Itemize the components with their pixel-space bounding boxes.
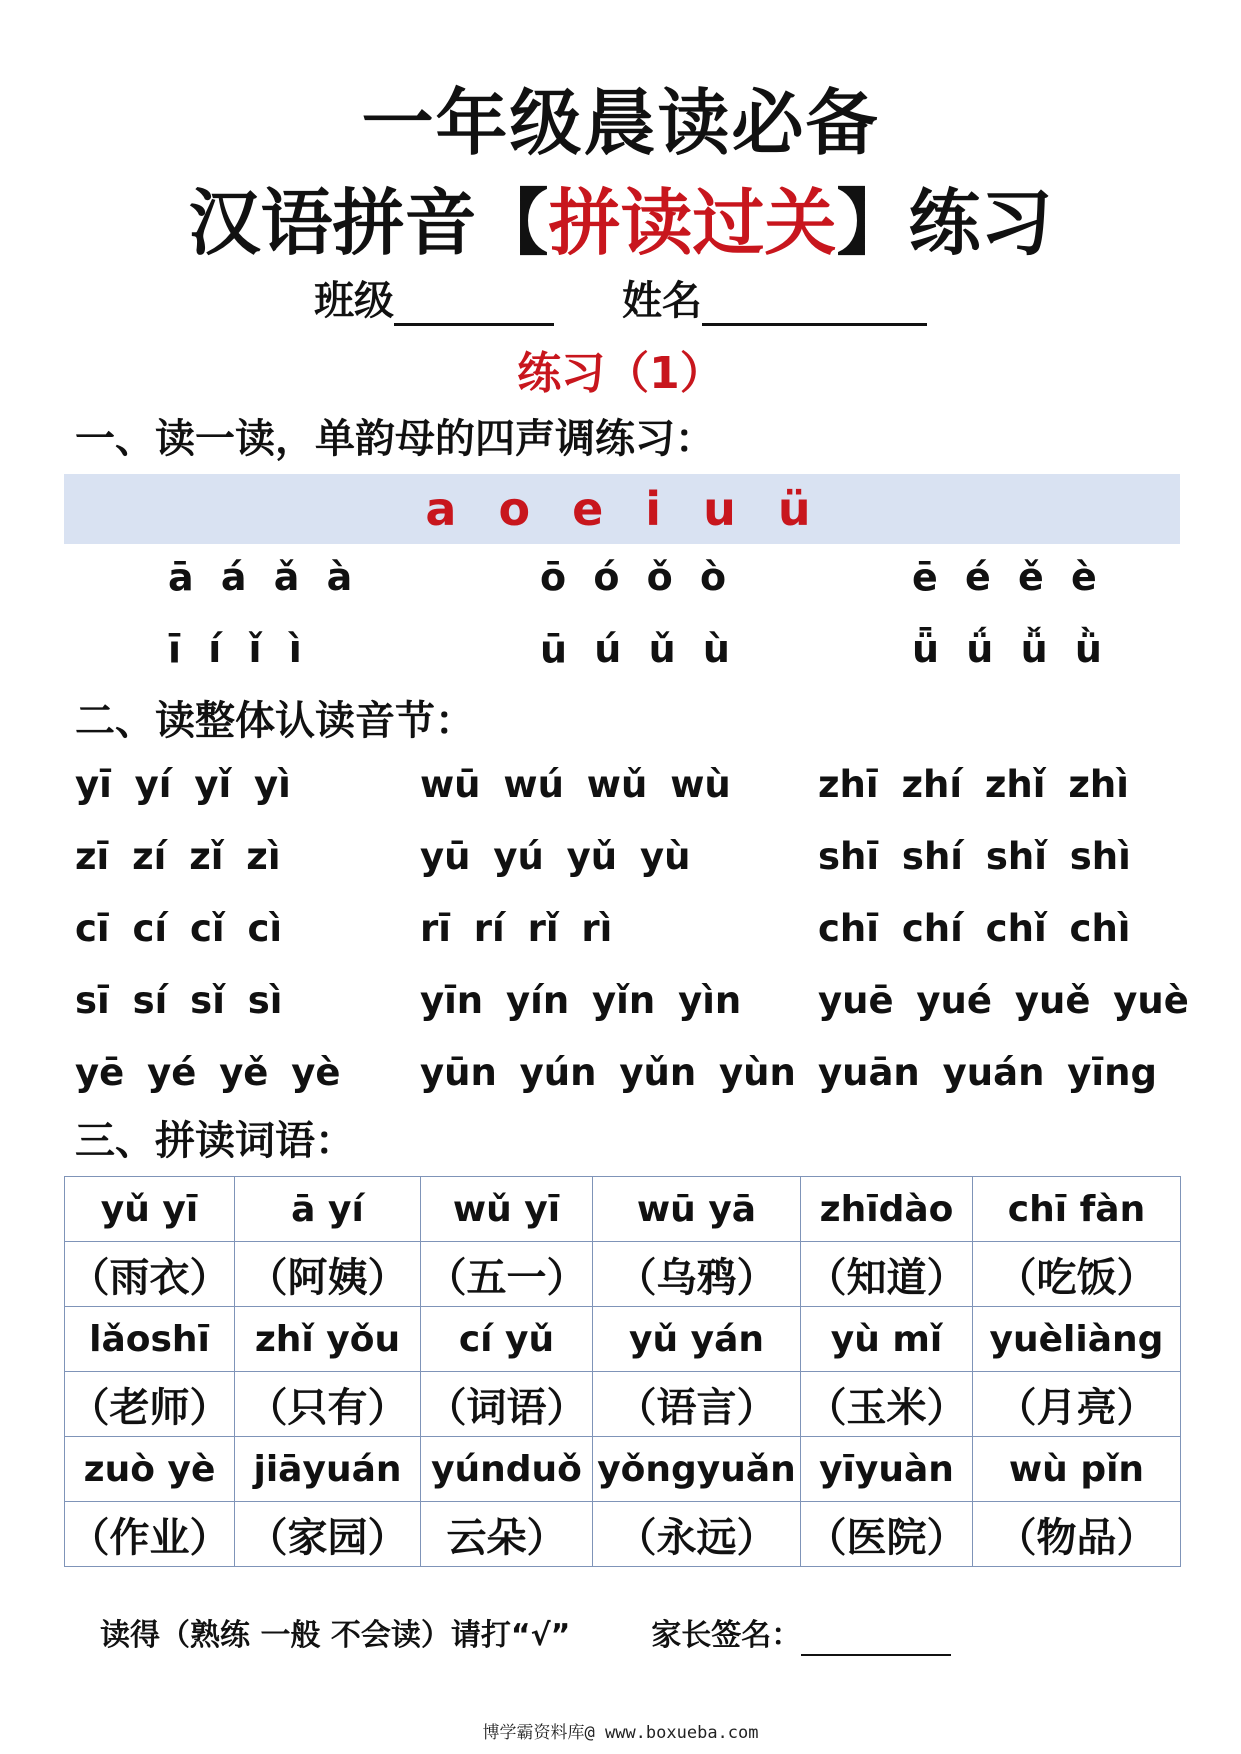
word-hanzi: （乌鸦） <box>593 1242 801 1307</box>
table-row-hanzi <box>65 1242 1181 1307</box>
word-pinyin: zhǐ yǒu <box>235 1307 421 1372</box>
word-pinyin: zhīdào <box>801 1177 973 1242</box>
word-hanzi: （知道） <box>801 1242 973 1307</box>
word-pinyin: jiāyuán <box>235 1437 421 1502</box>
word-pinyin: ā yí <box>235 1177 421 1242</box>
word-hanzi: （吃饭） <box>973 1242 1181 1307</box>
table-row-pinyin <box>65 1177 1181 1242</box>
word-pinyin: cí yǔ <box>421 1307 593 1372</box>
syllable-group: yī yí yǐ yì <box>75 763 291 806</box>
syllable-group: yē yé yě yè <box>75 1051 341 1094</box>
word-hanzi: （家园） <box>235 1502 421 1567</box>
section1-heading: 一、读一读，单韵母的四声调练习： <box>75 416 715 462</box>
syllable-group: cī cí cǐ cì <box>75 907 283 950</box>
name-label: 姓名 <box>621 278 702 324</box>
word-hanzi: （医院） <box>801 1502 973 1567</box>
word-hanzi: （永远） <box>593 1502 801 1567</box>
table-row-hanzi <box>65 1502 1181 1567</box>
table-row-pinyin <box>65 1307 1181 1372</box>
subtitle-suffix: 】练习 <box>836 181 1053 265</box>
tone-e: ē é ě è <box>912 555 1097 599</box>
word-hanzi: （五一） <box>421 1242 593 1307</box>
subtitle-highlight: 拼读过关 <box>548 181 837 265</box>
exercise-label: 练习（1） <box>517 348 724 399</box>
syllable-group: rī rí rǐ rì <box>420 907 613 950</box>
syllable-group: yuān yuán yīng <box>818 1051 1157 1094</box>
word-pinyin: yǔ yán <box>593 1307 801 1372</box>
word-pinyin: yǒngyuǎn <box>593 1437 801 1502</box>
word-hanzi: 云朵） <box>421 1502 593 1567</box>
word-pinyin: yīyuàn <box>801 1437 973 1502</box>
table-row-hanzi <box>65 1372 1181 1437</box>
watermark: 博学霸资料库@ www.boxueba.com <box>482 1723 759 1743</box>
page-title: 一年级晨读必备 <box>361 81 880 165</box>
parent-sign-label: 家长签名： <box>651 1618 802 1653</box>
tone-i: ī í ǐ ì <box>168 627 302 671</box>
parent-sign-blank[interactable] <box>801 1624 951 1656</box>
syllable-group: yūn yún yǔn yùn <box>420 1051 796 1094</box>
syllable-group: zhī zhí zhǐ zhì <box>818 763 1129 806</box>
word-pinyin: chī fàn <box>973 1177 1181 1242</box>
class-label: 班级 <box>314 278 395 324</box>
footer-rating <box>100 1616 951 1656</box>
syllable-group: yū yú yǔ yù <box>420 835 691 878</box>
word-hanzi: （语言） <box>593 1372 801 1437</box>
syllable-group: sī sí sǐ sì <box>75 979 283 1022</box>
table-row-pinyin <box>65 1437 1181 1502</box>
syllable-group: chī chí chǐ chì <box>818 907 1131 950</box>
tone-u: ū ú ǔ ù <box>540 627 730 671</box>
word-pinyin: wū yā <box>593 1177 801 1242</box>
word-pinyin: wù pǐn <box>973 1437 1181 1502</box>
name-blank[interactable] <box>702 283 927 326</box>
word-pinyin: yǔ yī <box>65 1177 235 1242</box>
word-hanzi: （月亮） <box>973 1372 1181 1437</box>
word-pinyin: yù mǐ <box>801 1307 973 1372</box>
vowel-band: a o e i u ü <box>64 474 1180 544</box>
word-hanzi: （词语） <box>421 1372 593 1437</box>
page-subtitle <box>0 178 1241 268</box>
word-pinyin: yuèliàng <box>973 1307 1181 1372</box>
tone-a: ā á ǎ à <box>168 555 353 599</box>
syllable-group: yuē yué yuě yuè <box>818 979 1189 1022</box>
word-pinyin: yúnduǒ <box>421 1437 593 1502</box>
syllable-group: wū wú wǔ wù <box>420 763 731 806</box>
word-hanzi: （雨衣） <box>65 1242 235 1307</box>
word-hanzi: （物品） <box>973 1502 1181 1567</box>
class-blank[interactable] <box>394 283 554 326</box>
syllable-group: zī zí zǐ zì <box>75 835 281 878</box>
syllable-group: yīn yín yǐn yìn <box>420 979 742 1022</box>
tone-v: ǖ ǘ ǚ ǜ <box>912 627 1102 671</box>
word-hanzi: （阿姨） <box>235 1242 421 1307</box>
word-hanzi: （作业） <box>65 1502 235 1567</box>
tone-o: ō ó ǒ ò <box>540 555 727 599</box>
word-pinyin: zuò yè <box>65 1437 235 1502</box>
word-hanzi: （玉米） <box>801 1372 973 1437</box>
word-hanzi: （只有） <box>235 1372 421 1437</box>
student-info <box>0 276 1241 326</box>
syllable-group: shī shí shǐ shì <box>818 835 1131 878</box>
word-pinyin: lǎoshī <box>65 1307 235 1372</box>
rating-text: 读得（熟练 一般 不会读）请打“√” <box>100 1618 571 1653</box>
word-hanzi: （老师） <box>65 1372 235 1437</box>
section2-heading: 二、读整体认读音节： <box>75 698 475 744</box>
section3-heading: 三、拼读词语： <box>75 1118 355 1164</box>
word-pinyin: wǔ yī <box>421 1177 593 1242</box>
word-table <box>64 1176 1181 1567</box>
subtitle-prefix: 汉语拼音【 <box>188 181 549 265</box>
